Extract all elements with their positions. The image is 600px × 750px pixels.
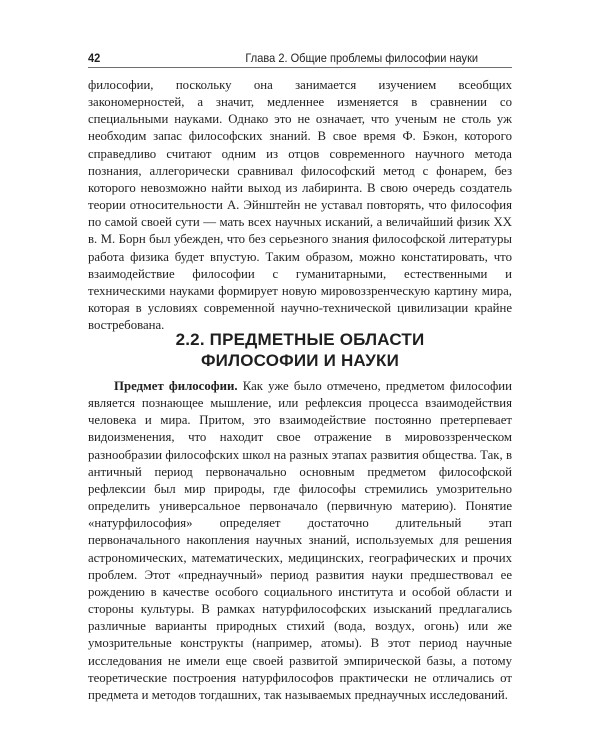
header-divider xyxy=(88,67,512,68)
chapter-title: Глава 2. Общие проблемы философии науки xyxy=(245,51,479,65)
subject-of-philosophy-paragraph xyxy=(88,378,512,704)
paragraph-body: Как уже было отмечено, предметом философии является познающее мышление, или рефлексия процесса взаимодействия человека и мира. Притом, это взаимодействие постоянно претерпевает видоизменения, что находит свое отражение в мировоззренческом разнообразии философских школ на разных этапах развития общества. Так, в античный период первоначально основным предметом философской рефлексии был мир природы, где философы стремились умозрительно определить универсальное первоначало (первичную материю). Понятие «натурфилософия» определяет достаточно длительный этап первоначального накопления научных знаний, используемых для решения астрономических, математических, медицинских, географических и прочих проблем. Этот «преднаучный» период развития науки предшествовал ее рождению в качестве особого социального института и особой области и стороны культуры. В рамках натурфилософских изысканий предлагались различные варианты природных стихий (вода, воздух, огонь) или же умозрительные конструкты (например, атомы). В этот период научные исследования не имели еще своей развитой эмпирической базы, а потому теоретические построения натурфилософов практически не отличались от предмета и методов тогдашних, так называемых преднаучных исследований. xyxy=(88,379,512,702)
page-number: 42 xyxy=(88,51,101,65)
section-heading-line-2: ФИЛОСОФИИ И НАУКИ xyxy=(200,351,400,370)
paragraph-run-in-heading: Предмет философии. xyxy=(114,379,238,393)
section-heading-line-1: 2.2. ПРЕДМЕТНЫЕ ОБЛАСТИ xyxy=(175,330,425,349)
running-header xyxy=(88,47,478,65)
section-heading xyxy=(88,329,512,371)
continued-paragraph: философии, поскольку она занимается изучением всеобщих закономерностей, а значит, медленнее изменяется в сравнении со специальными науками. Однако это не означает, что ученым не столь уж необходим запас философских знаний. В свое время Ф. Бэкон, которого справедливо считают одним из отцов современного научного метода познания, аллегорически сравнивал философский метод с фонарем, без которого невозможно найти выход из лабиринта. В свою очередь создатель теории относительности А. Эйнштейн не уставал повторять, что философия по самой своей сути — мать всех научных исканий, а величайший физик XX в. М. Борн был убежден, что без серьезного знания философской литературы работа физика будет впустую. Таким образом, можно констатировать, что взаимодействие философии с гуманитарными, естественными и техническими науками формирует новую мировоззренческую картину мира, которая в условиях современной научно-технической цивилизации крайне востребована. xyxy=(88,78,512,333)
